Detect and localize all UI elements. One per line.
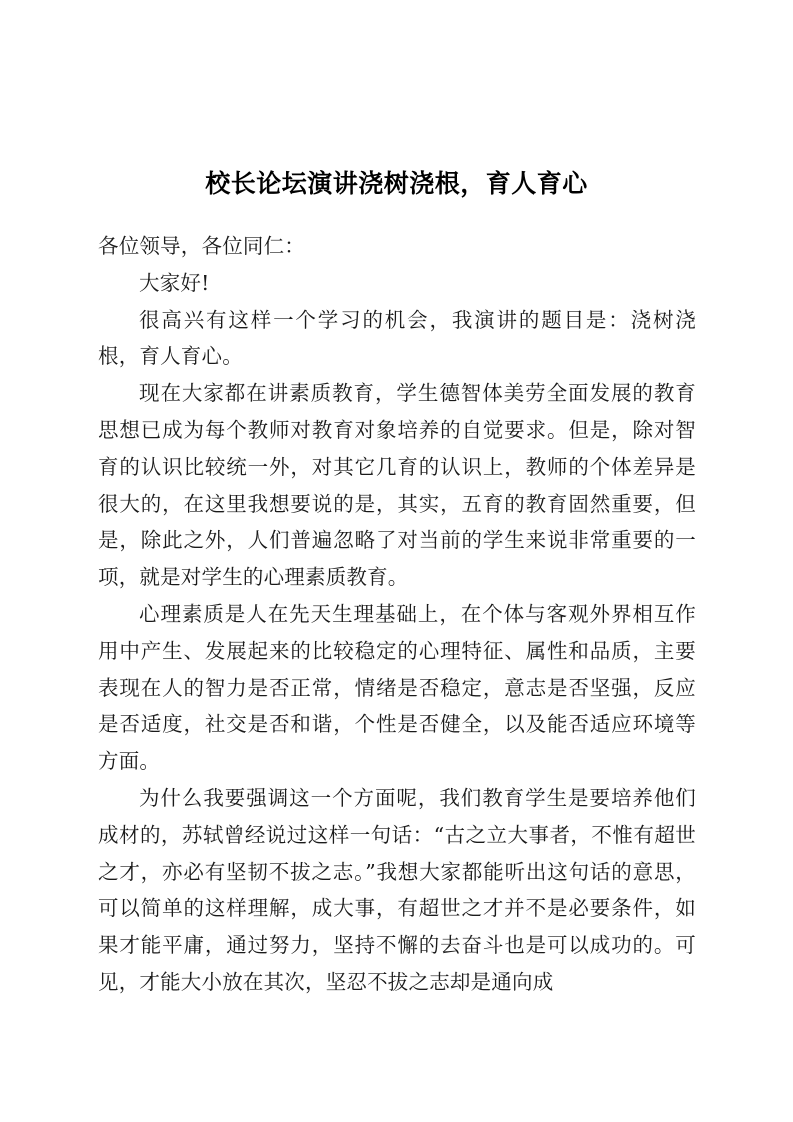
paragraph-greeting: 大家好! [139,270,210,295]
document-body [98,228,696,1001]
page-title: 校长论坛演讲浇树浇根，育人育心 [205,168,588,198]
paragraph-topic-introduction: 很高兴有这样一个学习的机会，我演讲的题目是：浇树浇根，育人育心。 [98,307,696,369]
paragraph-su-shi-quotation: 为什么我要强调这一个方面呢，我们教育学生是要培养他们成材的，苏轼曾经说过这样一句话：“古之立大事者，不惟有超世之才，亦必有坚韧不拔之志。”我想大家都能听出这句话的意思，可以简单的这样理解，成大事，有超世之才并不是必要条件，如果才能平庸，通过努力，坚持不懈的去奋斗也是可以成功的。可见，才能大小放在其次，坚忍不拔之志却是通向成 [98,785,696,994]
paragraph-quality-education: 现在大家都在讲素质教育，学生德智体美劳全面发展的教育思想已成为每个教师对教育对象培养的自觉要求。但是，除对智育的认识比较统一外，对其它几育的认识上，教师的个体差异是很大的，在这里我想要说的是，其实，五育的教育固然重要，但是，除此之外，人们普遍忽略了对当前的学生来说非常重要的一项，就是对学生的心理素质教育。 [98,381,696,590]
paragraph-psychological-quality-definition: 心理素质是人在先天生理基础上，在个体与客观外界相互作用中产生、发展起来的比较稳定的心理特征、属性和品质，主要表现在人的智力是否正常，情绪是否稳定，意志是否坚强，反应是否适度，社交是否和谐，个性是否健全，以及能否适应环境等方面。 [98,601,696,774]
paragraph-salutation: 各位领导，各位同仁： [98,234,305,258]
